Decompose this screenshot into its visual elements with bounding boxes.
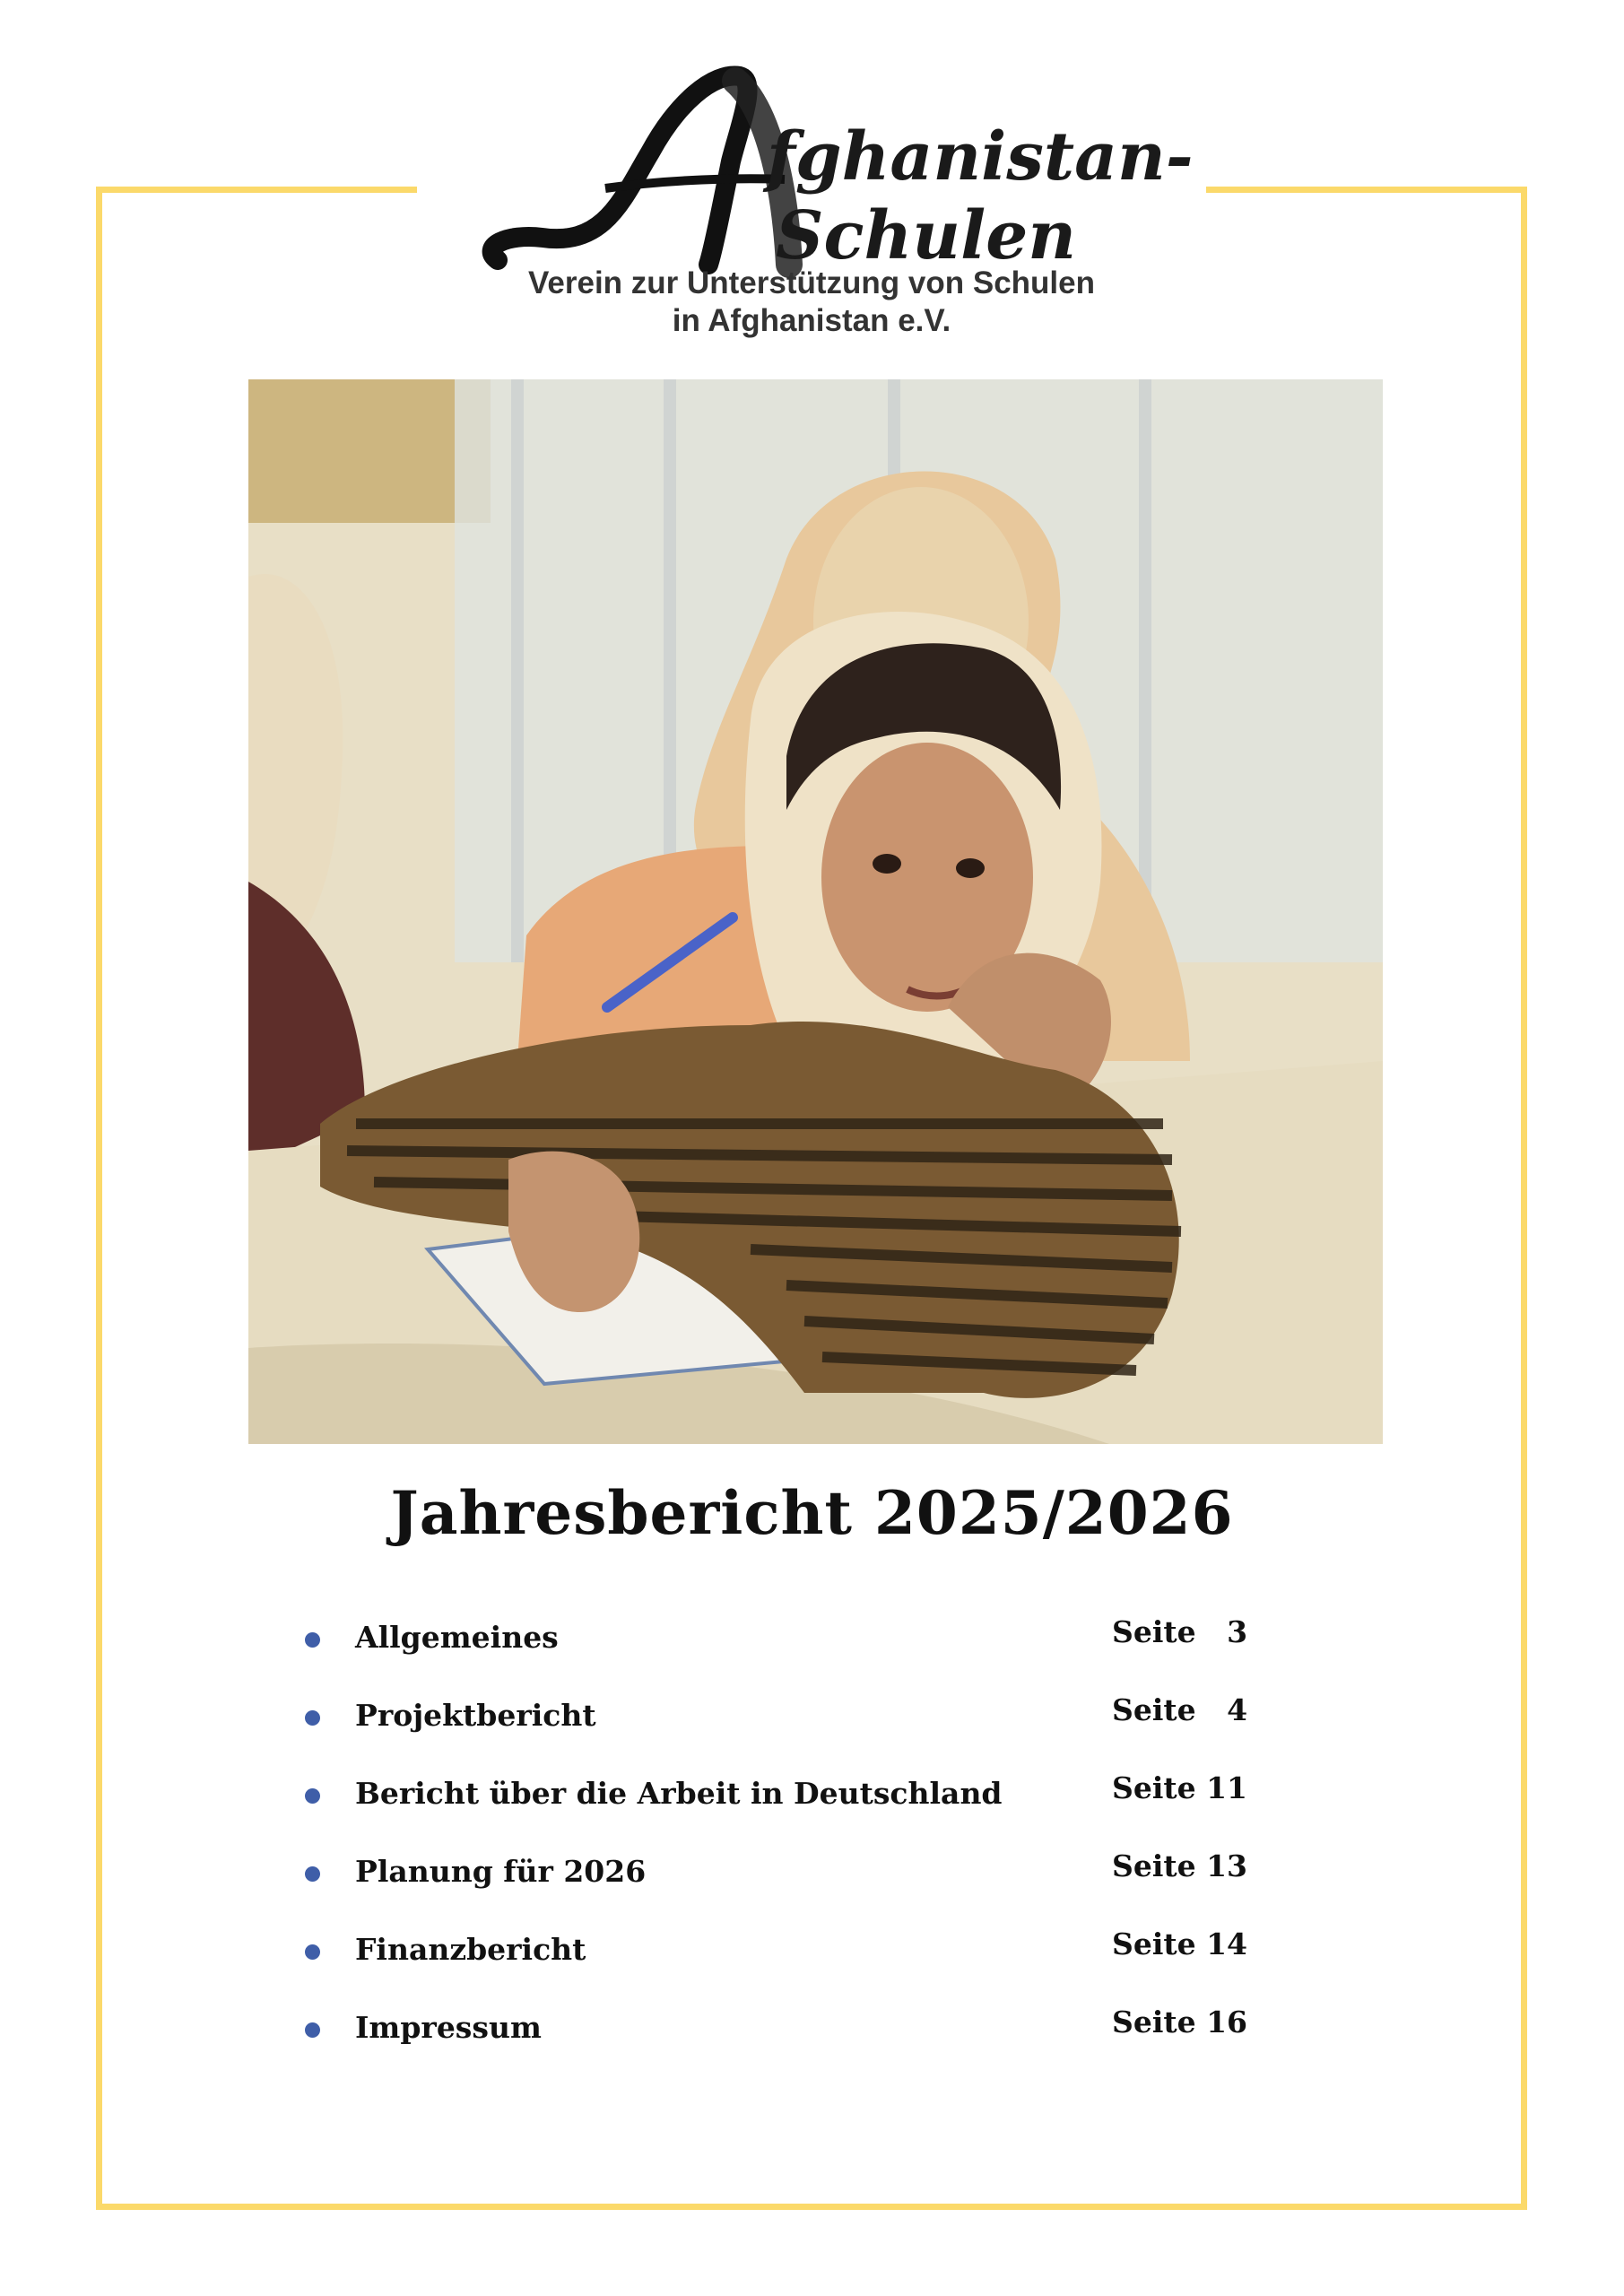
toc-item-label: Planung für 2026 [355, 1854, 647, 1889]
bullet-icon [305, 1944, 320, 1960]
bullet-icon [305, 1866, 320, 1882]
toc-item[interactable] [305, 1848, 1246, 1902]
toc-item-page: Seite 13 [1112, 1848, 1248, 1883]
bullet-icon [305, 1788, 320, 1804]
toc-item[interactable] [305, 1926, 1246, 1980]
toc-item-label: Finanzbericht [355, 1932, 586, 1967]
toc-item-label: Impressum [355, 2010, 542, 2045]
bullet-icon [305, 1632, 320, 1648]
toc-item-page: Seite 14 [1112, 1926, 1248, 1961]
toc-item-label: Projektbericht [355, 1698, 596, 1733]
toc-item-page: Seite 16 [1112, 2005, 1248, 2039]
bullet-icon [305, 2022, 320, 2038]
logo-subtitle-line2: in Afghanistan e.V. [672, 303, 951, 338]
toc-item[interactable] [305, 1692, 1246, 1746]
logo-title-line2: Schulen [776, 197, 1077, 274]
logo-title-line1: fghanistan- [767, 118, 1194, 196]
toc-item-page: Seite 4 [1112, 1692, 1248, 1727]
logo-subtitle-line1: Verein zur Unterstützung von Schulen [527, 265, 1096, 300]
toc-item-page: Seite 3 [1112, 1614, 1248, 1649]
logo-emblem [471, 54, 1194, 296]
document-title: Jahresbericht 2025/2026 [390, 1478, 1234, 1548]
toc-item[interactable] [305, 1770, 1246, 1824]
cover-photo [248, 379, 1383, 1444]
toc-item[interactable] [305, 1614, 1246, 1668]
bullet-icon [305, 1710, 320, 1726]
toc-item-page: Seite 11 [1112, 1770, 1248, 1805]
toc-item-label: Allgemeines [355, 1620, 559, 1655]
toc-item[interactable] [305, 2005, 1246, 2058]
toc-item-label: Bericht über die Arbeit in Deutschland [355, 1776, 1003, 1811]
cover-photo-illustration [248, 379, 1383, 1444]
logo [417, 36, 1206, 387]
